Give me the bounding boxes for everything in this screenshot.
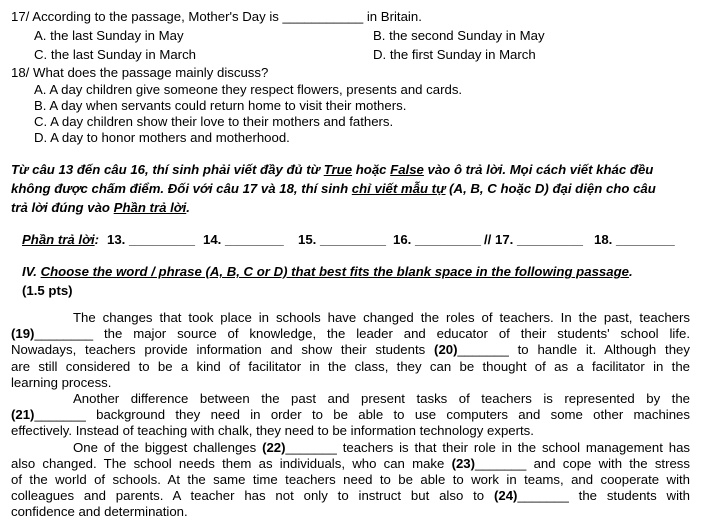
passage-line xyxy=(11,326,690,342)
passage-line: effectively. Instead of teaching with chalk, they need to be information technology experts. xyxy=(11,423,534,439)
instruction-answer-part: Phần trả lời xyxy=(113,200,187,215)
passage-text: ________ the major source of knowledge, the leader and educator of their students' school life. xyxy=(34,326,690,342)
section-4-prefix: IV. xyxy=(22,264,41,279)
answer-16[interactable]: 16. _________ xyxy=(393,232,482,247)
instruction-line-1 xyxy=(11,162,653,179)
q17-option-c: C. the last Sunday in March xyxy=(34,47,196,62)
passage-line xyxy=(11,407,690,423)
answer-15[interactable]: 15. _________ xyxy=(298,232,387,247)
passage-text: _______ to handle it. Although they xyxy=(457,342,690,358)
answer-14[interactable]: 14. ________ xyxy=(203,232,284,247)
passage-text: colleagues and parents. A teacher has not only to instruct but also to xyxy=(11,488,494,504)
blank-21: (21) xyxy=(11,407,35,423)
passage-text: Nowadays, teachers provide information and show their students xyxy=(11,342,435,358)
section-4-title xyxy=(22,264,633,281)
instruction-text: trả lời đúng vào xyxy=(11,200,114,215)
answer-label: Phần trả lời xyxy=(22,232,95,247)
q17-option-a: A. the last Sunday in May xyxy=(34,28,184,43)
q18-option-d: D. A day to honor mothers and motherhood. xyxy=(34,130,290,145)
q18-stem: 18/ What does the passage mainly discuss? xyxy=(11,65,269,80)
passage-line xyxy=(11,342,690,358)
q18-option-b: B. A day when servants could return home to visit their mothers. xyxy=(34,98,407,113)
q17-option-d: D. the first Sunday in March xyxy=(373,47,536,62)
passage-text: _______ background they need in order to be able to use computers and some other machines xyxy=(34,407,690,423)
answer-17[interactable]: // 17. _________ xyxy=(484,232,583,247)
section-4-period: . xyxy=(628,264,633,279)
q18-option-a: A. A day children give someone they respect flowers, presents and cards. xyxy=(34,82,463,97)
passage-text: _______ the students with xyxy=(517,488,690,504)
passage-line: learning process. xyxy=(11,374,112,390)
instruction-text: không được chấm điểm. Đối với câu 17 và 18, thí sinh xyxy=(11,181,352,196)
answer-13[interactable]: 13. _________ xyxy=(107,232,196,247)
instruction-text: hoặc xyxy=(352,162,391,177)
instruction-text: Từ câu 13 đến câu 16, thí sinh phải viết đầy đủ từ xyxy=(11,162,324,177)
passage-line: The changes that took place in schools have changed the roles of teachers. In the past, teachers xyxy=(73,310,690,325)
passage-text: _______ and cope with the stress xyxy=(475,455,690,471)
instruction-true-word: True xyxy=(323,162,353,177)
blank-22: (22) xyxy=(262,439,286,455)
passage-line xyxy=(11,488,690,504)
passage-line: Another difference between the past and present tasks of teachers is represented by the xyxy=(73,390,690,406)
instruction-letter-only: chỉ viết mẫu tự xyxy=(351,181,446,196)
passage-text: _______ teachers is that their role in the school management has xyxy=(285,439,690,455)
passage-line: of the world of schools. At the same time teachers need to be able to work in teams, and cooperate with xyxy=(11,471,690,487)
passage-text: also changed. The school needs them as individuals, who can make xyxy=(11,455,452,471)
answer-18[interactable]: 18. ________ xyxy=(594,232,675,247)
instruction-text: (A, B, C hoặc D) đại diện cho câu xyxy=(445,181,656,196)
instruction-line-2 xyxy=(11,181,656,198)
passage-text: One of the biggest challenges xyxy=(73,439,263,455)
q17-option-b: B. the second Sunday in May xyxy=(373,28,545,43)
passage-line: are still considered to be a kind of facilitator in the class, they can be thought of as a facilitator in the xyxy=(11,358,690,374)
passage-line xyxy=(11,456,690,472)
instruction-text: vào ô trả lời. Mọi cách viết khác đều xyxy=(423,162,654,177)
section-4-instruction: Choose the word / phrase (A, B, C or D) that best fits the blank space in the following passage xyxy=(40,264,629,279)
answer-row xyxy=(22,232,99,249)
passage xyxy=(11,310,690,520)
blank-19: (19) xyxy=(11,326,35,342)
blank-23: (23) xyxy=(451,455,476,471)
blank-20: (20) xyxy=(434,342,458,358)
q17-stem: 17/ According to the passage, Mother's Day is ___________ in Britain. xyxy=(11,9,422,24)
instruction-text: . xyxy=(186,200,190,215)
passage-line: confidence and determination. xyxy=(11,504,188,520)
passage-line xyxy=(11,440,690,456)
instruction-line-3 xyxy=(11,200,190,217)
blank-24: (24) xyxy=(494,488,518,504)
q18-option-c: C. A day children show their love to their mothers and fathers. xyxy=(34,114,394,129)
instruction-false-word: False xyxy=(390,162,424,177)
answer-colon: : xyxy=(94,232,100,247)
section-4-points: (1.5 pts) xyxy=(22,283,73,298)
